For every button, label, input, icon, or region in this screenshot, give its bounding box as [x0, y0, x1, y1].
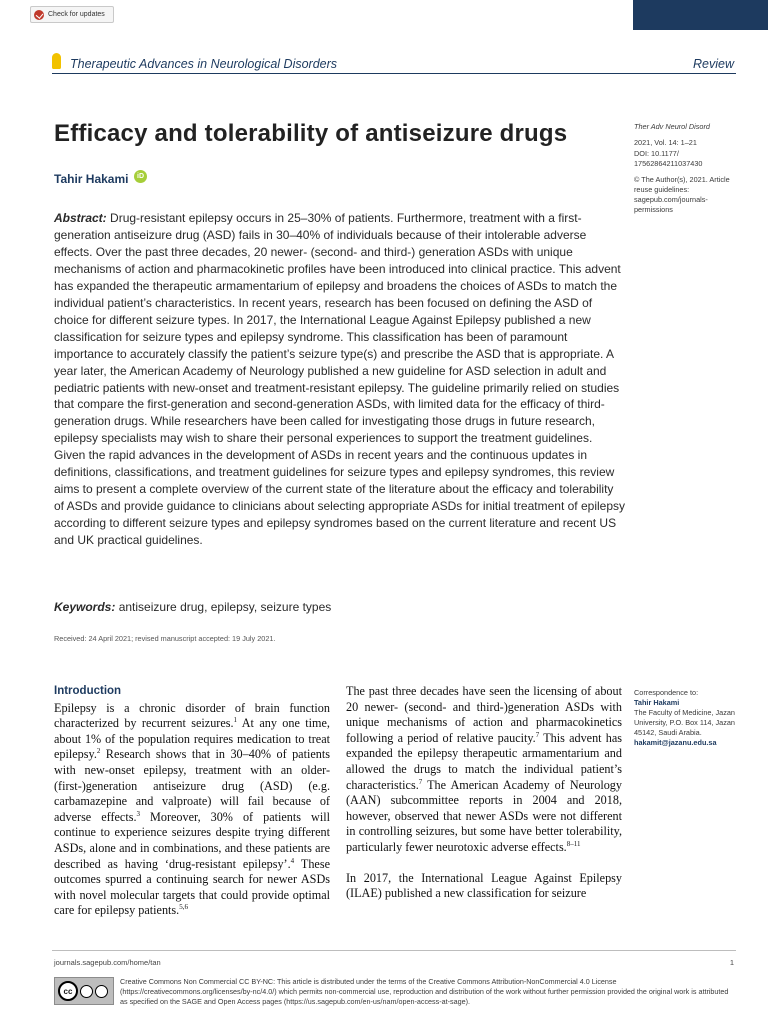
body-column-left	[54, 684, 330, 919]
body-text: The past three decades have seen the licensing of about 20 newer- (second- and third-)generation ASDs with unique mechanisms of action and pharmacokinetics following a period of relative paucity.	[346, 684, 622, 745]
journal-name: Therapeutic Advances in Neurological Disorders	[70, 57, 338, 71]
keywords-text: antiseizure drug, epilepsy, seizure types	[118, 600, 332, 614]
citation-reference[interactable]: 2	[96, 747, 101, 756]
body-text: At any one time, about 1% of the population requires medication to treat epilepsy.	[54, 716, 330, 762]
check-updates-label: Check for updates	[48, 11, 105, 18]
open-access-icon	[52, 53, 61, 69]
body-text: Epilepsy is a chronic disorder of brain function characterized by recurrent seizures.	[54, 700, 330, 731]
citation-reference[interactable]: 8–11	[566, 839, 581, 848]
correspondence-address: The Faculty of Medicine, Jazan University, P.O. Box 114, Jazan 45142, Saudi Arabia.	[634, 708, 735, 737]
attribution-icon	[80, 985, 93, 998]
article-title: Efficacy and tolerability of antiseizure drugs	[54, 120, 568, 147]
volume-info: 2021, Vol. 14: 1–21	[634, 138, 697, 147]
body-column-right	[346, 684, 622, 902]
abstract-label: Abstract:	[54, 211, 107, 225]
license-text: Creative Commons Non Commercial CC BY-NC: This article is distributed under the terms of the Creative Commons Attribution-NonCommercial 4.0 License (https://creativecommons.org/licenses/by-nc/4.0/) which permits non-commercial use, reproduction and distribution of the work without further permission provided the original work is attributed as specified on the SAGE and Open Access pages (https://us.sagepub.com/en-us/nam/open-access-at-sage).	[120, 977, 729, 1006]
orcid-icon[interactable]: iD	[134, 170, 147, 183]
doi[interactable]: DOI: 10.1177/ 17562864211037430	[634, 149, 703, 168]
received-dates: Received: 24 April 2021; revised manuscript accepted: 19 July 2021.	[54, 634, 276, 643]
author-name[interactable]: Tahir Hakami	[54, 172, 129, 186]
body-paragraph	[346, 871, 622, 902]
citation-reference[interactable]: 3	[136, 809, 141, 818]
keywords	[54, 600, 331, 614]
citation-reference[interactable]: 1	[233, 716, 238, 725]
cc-icon: cc	[58, 981, 78, 1001]
citation-reference[interactable]: 7	[535, 730, 540, 739]
abstract-text: Drug-resistant epilepsy occurs in 25–30% of patients. Furthermore, treatment with a first-generation antiseizure drug (ASD) fails in 30–40% of individuals because of their intolerable adverse effects. Over the past three decades, 20 newer- (second- and third-) generation ASDs with unique mechanisms of action and pharmacokinetic profiles have been introduced into clinical practice. This advent has expanded the therapeutic armamentarium of epilepsy and broadens the choices of ASDs to match the individual patient’s characteristics. In recent years, research has been focused on defining the ASD of choice for different seizure types. In 2017, the International League Against Epilepsy published a new classification for seizure types and epilepsy syndrome. This classification has been of paramount importance to accurately classify the patient’s seizure type(s) and prescribe the ASD that is appropriate. A year later, the American Academy of Neurology published a new guideline for ASD selection in adult and pediatric patients with new-onset and treatment-resistant epilepsy. The guideline primarily relied on studies that compare the first-generation and second-generation ASDs, with limited data for the efficacy of third-generation drugs. While researchers have been called for investigating those drugs in future research, epilepsy specialists may wish to share their personal experiences to support the treatment guidelines. Given the rapid advances in the development of ASDs in recent years and the continuous updates in definitions, classifications, and treatment guidelines for seizure types and epilepsy syndromes, this review aims to present a complete overview of the current state of the literature about the efficacy and tolerability of ASDs and provide guidance to clinicians about selecting appropriate ASDs for initial treatment of epilepsy according to different seizure types and epilepsy syndromes based on the current literature and recent US and UK practical guidelines.	[54, 211, 625, 548]
citation-reference[interactable]: 5,6	[179, 903, 188, 912]
article-metadata	[634, 122, 744, 221]
introduction-paragraph	[54, 701, 330, 919]
correspondence-label: Correspondence to:	[634, 688, 699, 697]
footer-rule	[52, 950, 736, 951]
correspondence-email[interactable]: hakamit@jazanu.edu.sa	[634, 738, 717, 747]
article-type: Review	[693, 57, 734, 71]
journal-abbreviation: Ther Adv Neurol Disord	[634, 122, 710, 131]
section-heading-introduction: Introduction	[54, 685, 122, 697]
body-text: In 2017, the International League Against Epilepsy (ILAE) published a new classification for seizure	[346, 870, 622, 901]
correspondence-block	[634, 688, 746, 748]
abstract	[54, 210, 626, 549]
keywords-label: Keywords:	[54, 600, 116, 614]
check-updates-icon	[34, 10, 44, 20]
citation-reference[interactable]: 7	[418, 777, 423, 786]
body-text: These outcomes spurred a continuing search for newer ASDs with novel molecular targets that could provide optimal care for epilepsy patients.	[54, 856, 330, 918]
body-text: This advent has expanded the epilepsy therapeutic armamentarium and allowed the drugs to match the individual patient’s characteristics.	[346, 730, 622, 792]
body-text: Moreover, 30% of patients will continue to experience seizures despite trying different ASDs, alone and in combinations, and these patients are described as having ‘drug-resistant epilepsy’.	[54, 809, 330, 871]
check-for-updates-button[interactable]	[30, 6, 114, 23]
copyright: © The Author(s), 2021. Article reuse guidelines: sagepub.com/journals-permissions	[634, 175, 730, 214]
page-number: 1	[729, 958, 734, 967]
noncommercial-icon	[95, 985, 108, 998]
cc-by-nc-badge[interactable]	[54, 977, 114, 1005]
citation-reference[interactable]: 4	[290, 856, 295, 865]
correspondence-name: Tahir Hakami	[634, 698, 680, 707]
body-text: The American Academy of Neurology (AAN) subcommittee reports in 2004 and 2018, however, observed that newer ASDs were not different in controlling seizures, but some have better tolerability, particularly fewer neurotoxic adverse effects.	[346, 777, 622, 854]
header-corner-block	[633, 0, 768, 30]
journal-url[interactable]: journals.sagepub.com/home/tan	[54, 958, 161, 967]
body-paragraph	[346, 684, 622, 856]
body-text: Research shows that in 30–40% of patients with new-onset epilepsy, treatment with an older- (first-)generation antiseizure drug (ASD) (e.g. carbamazepine and valproate) will fail because of adverse effects.	[54, 747, 330, 824]
